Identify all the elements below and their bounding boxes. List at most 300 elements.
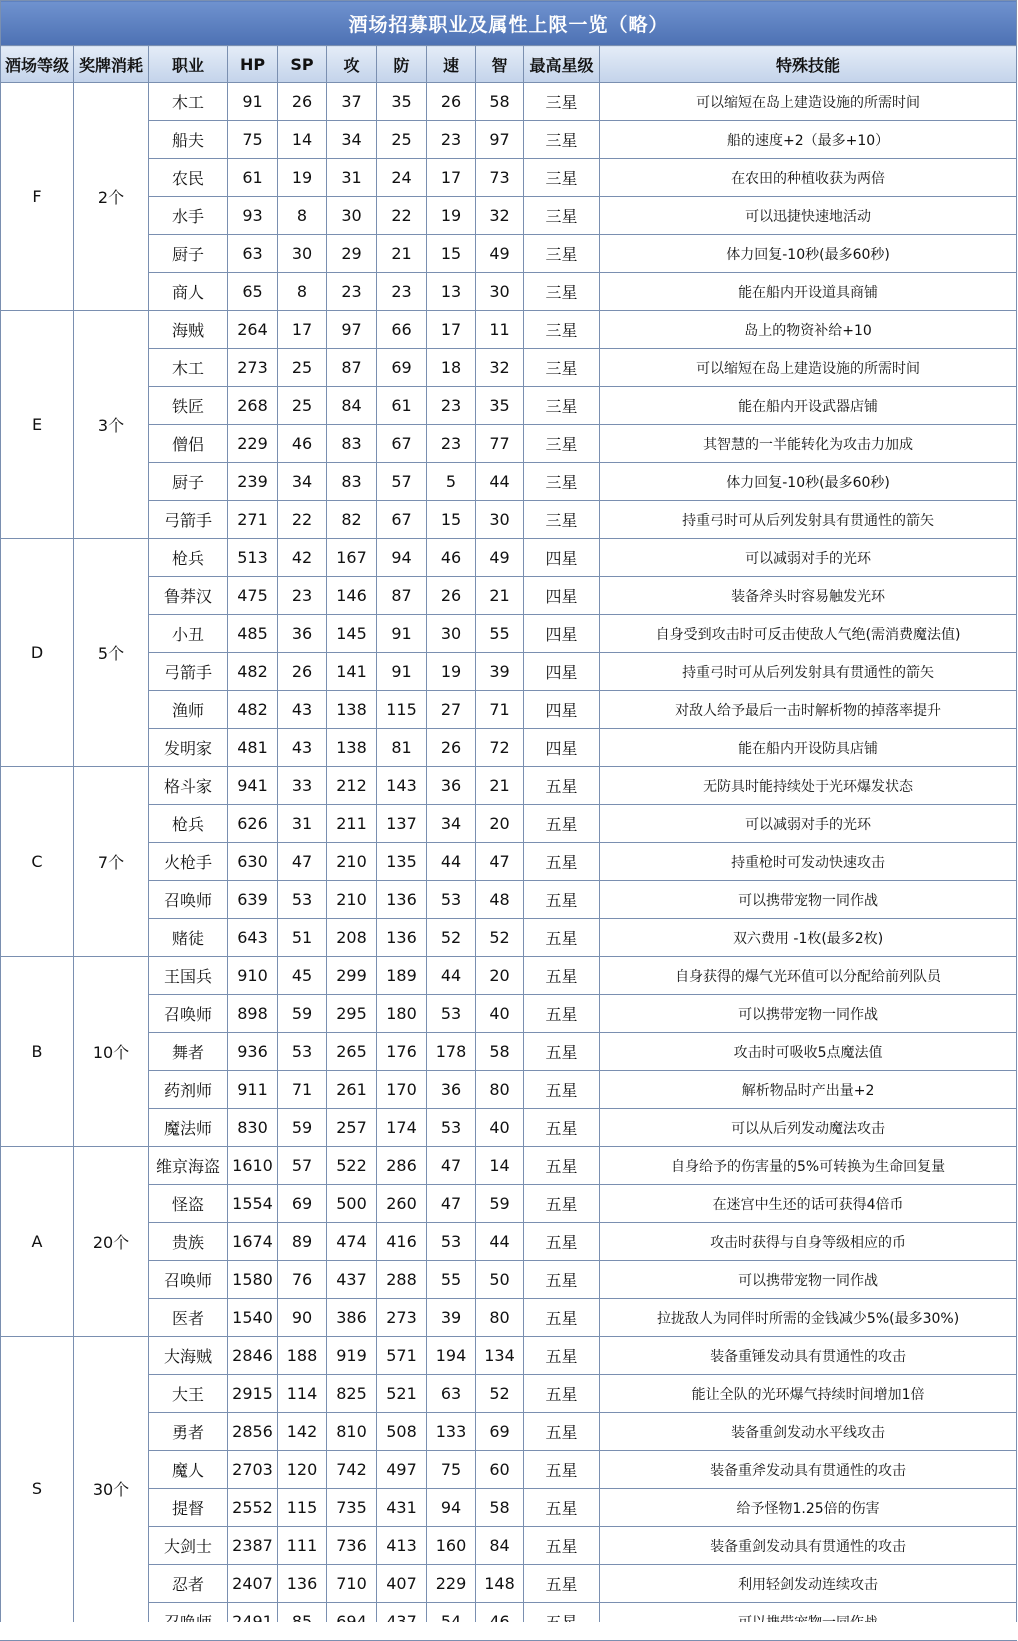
skill-cell: 可以携带宠物一同作战 [600, 881, 1017, 919]
table-row [1, 1451, 1017, 1489]
spd-cell: 27 [427, 691, 476, 729]
int-cell: 48 [476, 881, 524, 919]
sp-cell: 76 [278, 1261, 327, 1299]
table-row [1, 919, 1017, 957]
star-cell: 三星 [524, 159, 600, 197]
spd-cell: 13 [427, 273, 476, 311]
sp-cell: 22 [278, 501, 327, 539]
hp-cell: 61 [228, 159, 278, 197]
table-row [1, 1185, 1017, 1223]
int-cell: 39 [476, 653, 524, 691]
level-cell: A [1, 1147, 74, 1337]
table-row [1, 197, 1017, 235]
int-cell: 97 [476, 121, 524, 159]
job-cell: 魔人 [149, 1451, 228, 1489]
skill-cell: 可以减弱对手的光环 [600, 805, 1017, 843]
int-cell: 58 [476, 1033, 524, 1071]
skill-cell: 装备斧头时容易触发光环 [600, 577, 1017, 615]
def-cell: 273 [377, 1299, 427, 1337]
header-sp: SP [278, 46, 327, 83]
hp-cell: 271 [228, 501, 278, 539]
atk-cell: 37 [327, 83, 377, 121]
skill-cell: 能在船内开设防具店铺 [600, 729, 1017, 767]
int-cell: 44 [476, 463, 524, 501]
job-cell: 提督 [149, 1489, 228, 1527]
int-cell: 47 [476, 843, 524, 881]
job-cell: 火枪手 [149, 843, 228, 881]
skill-cell: 船的速度+2（最多+10） [600, 121, 1017, 159]
job-cell: 铁匠 [149, 387, 228, 425]
def-cell: 91 [377, 615, 427, 653]
skill-cell: 装备重剑发动具有贯通性的攻击 [600, 1527, 1017, 1565]
sp-cell: 142 [278, 1413, 327, 1451]
sp-cell: 111 [278, 1527, 327, 1565]
hp-cell: 2387 [228, 1527, 278, 1565]
table-row [1, 501, 1017, 539]
sp-cell: 26 [278, 653, 327, 691]
hp-cell: 513 [228, 539, 278, 577]
skill-cell: 能在船内开设道具商铺 [600, 273, 1017, 311]
job-cell: 商人 [149, 273, 228, 311]
sp-cell: 51 [278, 919, 327, 957]
int-cell: 134 [476, 1337, 524, 1375]
spd-cell: 47 [427, 1147, 476, 1185]
table-row [1, 349, 1017, 387]
job-cell: 发明家 [149, 729, 228, 767]
hp-cell: 911 [228, 1071, 278, 1109]
atk-cell: 522 [327, 1147, 377, 1185]
sp-cell: 46 [278, 425, 327, 463]
spd-cell: 63 [427, 1375, 476, 1413]
spd-cell: 26 [427, 729, 476, 767]
job-cell: 大剑士 [149, 1527, 228, 1565]
table-row [1, 1299, 1017, 1337]
table-row [1, 957, 1017, 995]
def-cell: 115 [377, 691, 427, 729]
int-cell: 49 [476, 539, 524, 577]
star-cell: 五星 [524, 995, 600, 1033]
sp-cell: 23 [278, 577, 327, 615]
star-cell: 五星 [524, 1261, 600, 1299]
star-cell: 五星 [524, 1413, 600, 1451]
table-row [1, 1033, 1017, 1071]
star-cell: 四星 [524, 615, 600, 653]
atk-cell: 97 [327, 311, 377, 349]
int-cell: 50 [476, 1261, 524, 1299]
atk-cell: 210 [327, 881, 377, 919]
int-cell: 32 [476, 197, 524, 235]
star-cell: 三星 [524, 311, 600, 349]
job-cell: 海贼 [149, 311, 228, 349]
int-cell: 14 [476, 1147, 524, 1185]
def-cell: 286 [377, 1147, 427, 1185]
table-row [1, 425, 1017, 463]
job-cell: 召唤师 [149, 995, 228, 1033]
def-cell: 431 [377, 1489, 427, 1527]
medal-cost-cell: 3个 [74, 311, 149, 539]
star-cell: 三星 [524, 197, 600, 235]
skill-cell: 自身给予的伤害量的5%可转换为生命回复量 [600, 1147, 1017, 1185]
atk-cell: 145 [327, 615, 377, 653]
hp-cell: 2915 [228, 1375, 278, 1413]
atk-cell: 138 [327, 691, 377, 729]
hp-cell: 2856 [228, 1413, 278, 1451]
skill-cell: 在迷宫中生还的话可获得4倍币 [600, 1185, 1017, 1223]
int-cell: 40 [476, 995, 524, 1033]
spd-cell: 18 [427, 349, 476, 387]
spd-cell: 19 [427, 653, 476, 691]
skill-cell: 可以携带宠物一同作战 [600, 1261, 1017, 1299]
def-cell: 24 [377, 159, 427, 197]
int-cell: 21 [476, 577, 524, 615]
medal-cost-cell: 10个 [74, 957, 149, 1147]
sp-cell: 45 [278, 957, 327, 995]
spd-cell: 30 [427, 615, 476, 653]
spd-cell: 53 [427, 1109, 476, 1147]
job-cell: 贵族 [149, 1223, 228, 1261]
hp-cell: 482 [228, 653, 278, 691]
def-cell: 180 [377, 995, 427, 1033]
sp-cell: 36 [278, 615, 327, 653]
hp-cell: 239 [228, 463, 278, 501]
spd-cell: 15 [427, 235, 476, 273]
hp-cell: 936 [228, 1033, 278, 1071]
header-hp: HP [228, 46, 278, 83]
header-cost: 奖牌消耗 [74, 46, 149, 83]
job-cell: 农民 [149, 159, 228, 197]
skill-cell: 岛上的物资补给+10 [600, 311, 1017, 349]
table-row [1, 1223, 1017, 1261]
skill-cell: 双六费用 -1枚(最多2枚) [600, 919, 1017, 957]
sp-cell: 26 [278, 83, 327, 121]
table-row [1, 577, 1017, 615]
table-row [1, 881, 1017, 919]
star-cell: 四星 [524, 729, 600, 767]
sp-cell: 71 [278, 1071, 327, 1109]
atk-cell: 710 [327, 1565, 377, 1603]
header-spd: 速 [427, 46, 476, 83]
atk-cell: 810 [327, 1413, 377, 1451]
sp-cell: 33 [278, 767, 327, 805]
hp-cell: 941 [228, 767, 278, 805]
medal-cost-cell: 20个 [74, 1147, 149, 1337]
job-cell: 枪兵 [149, 539, 228, 577]
star-cell: 五星 [524, 1109, 600, 1147]
star-cell: 五星 [524, 881, 600, 919]
job-cell: 厨子 [149, 235, 228, 273]
skill-cell: 可以缩短在岛上建造设施的所需时间 [600, 83, 1017, 121]
skill-cell: 在农田的种植收获为两倍 [600, 159, 1017, 197]
hp-cell: 65 [228, 273, 278, 311]
sp-cell: 19 [278, 159, 327, 197]
atk-cell: 167 [327, 539, 377, 577]
atk-cell: 208 [327, 919, 377, 957]
hp-cell: 482 [228, 691, 278, 729]
skill-cell: 装备重斧发动具有贯通性的攻击 [600, 1451, 1017, 1489]
hp-cell: 639 [228, 881, 278, 919]
sp-cell: 57 [278, 1147, 327, 1185]
table-row [1, 995, 1017, 1033]
hp-cell: 2407 [228, 1565, 278, 1603]
page-bottom-margin [0, 1622, 1018, 1640]
atk-cell: 23 [327, 273, 377, 311]
job-cell: 鲁莽汉 [149, 577, 228, 615]
level-cell: D [1, 539, 74, 767]
star-cell: 五星 [524, 843, 600, 881]
def-cell: 91 [377, 653, 427, 691]
hp-cell: 1610 [228, 1147, 278, 1185]
star-cell: 五星 [524, 1185, 600, 1223]
medal-cost-cell: 7个 [74, 767, 149, 957]
spd-cell: 17 [427, 311, 476, 349]
skill-cell: 装备重锤发动具有贯通性的攻击 [600, 1337, 1017, 1375]
table-row [1, 159, 1017, 197]
atk-cell: 437 [327, 1261, 377, 1299]
hp-cell: 63 [228, 235, 278, 273]
table-row [1, 691, 1017, 729]
def-cell: 137 [377, 805, 427, 843]
skill-cell: 可以携带宠物一同作战 [600, 995, 1017, 1033]
table-row [1, 1109, 1017, 1147]
hp-cell: 268 [228, 387, 278, 425]
medal-cost-cell: 30个 [74, 1337, 149, 1641]
job-cell: 王国兵 [149, 957, 228, 995]
star-cell: 三星 [524, 501, 600, 539]
spd-cell: 17 [427, 159, 476, 197]
skill-cell: 能在船内开设武器店铺 [600, 387, 1017, 425]
sp-cell: 43 [278, 691, 327, 729]
table-row [1, 1375, 1017, 1413]
star-cell: 三星 [524, 425, 600, 463]
atk-cell: 212 [327, 767, 377, 805]
def-cell: 69 [377, 349, 427, 387]
spd-cell: 26 [427, 577, 476, 615]
job-cell: 魔法师 [149, 1109, 228, 1147]
hp-cell: 2846 [228, 1337, 278, 1375]
def-cell: 57 [377, 463, 427, 501]
atk-cell: 87 [327, 349, 377, 387]
skill-cell: 可以缩短在岛上建造设施的所需时间 [600, 349, 1017, 387]
star-cell: 五星 [524, 1299, 600, 1337]
hp-cell: 1554 [228, 1185, 278, 1223]
spd-cell: 52 [427, 919, 476, 957]
skill-cell: 体力回复-10秒(最多60秒) [600, 235, 1017, 273]
star-cell: 三星 [524, 83, 600, 121]
job-cell: 召唤师 [149, 881, 228, 919]
star-cell: 四星 [524, 577, 600, 615]
atk-cell: 736 [327, 1527, 377, 1565]
int-cell: 77 [476, 425, 524, 463]
atk-cell: 29 [327, 235, 377, 273]
hp-cell: 485 [228, 615, 278, 653]
star-cell: 五星 [524, 1527, 600, 1565]
star-cell: 三星 [524, 463, 600, 501]
atk-cell: 825 [327, 1375, 377, 1413]
spd-cell: 47 [427, 1185, 476, 1223]
spd-cell: 39 [427, 1299, 476, 1337]
int-cell: 148 [476, 1565, 524, 1603]
job-cell: 大王 [149, 1375, 228, 1413]
table-row [1, 1147, 1017, 1185]
atk-cell: 735 [327, 1489, 377, 1527]
spd-cell: 55 [427, 1261, 476, 1299]
spd-cell: 36 [427, 767, 476, 805]
atk-cell: 299 [327, 957, 377, 995]
atk-cell: 742 [327, 1451, 377, 1489]
hp-cell: 910 [228, 957, 278, 995]
hp-cell: 898 [228, 995, 278, 1033]
job-cell: 勇者 [149, 1413, 228, 1451]
def-cell: 25 [377, 121, 427, 159]
table-row [1, 273, 1017, 311]
table-row [1, 235, 1017, 273]
atk-cell: 261 [327, 1071, 377, 1109]
sp-cell: 89 [278, 1223, 327, 1261]
hp-cell: 93 [228, 197, 278, 235]
def-cell: 508 [377, 1413, 427, 1451]
sp-cell: 8 [278, 273, 327, 311]
sp-cell: 59 [278, 1109, 327, 1147]
level-cell: S [1, 1337, 74, 1641]
star-cell: 四星 [524, 539, 600, 577]
star-cell: 五星 [524, 1147, 600, 1185]
table-row [1, 1071, 1017, 1109]
spd-cell: 36 [427, 1071, 476, 1109]
int-cell: 72 [476, 729, 524, 767]
hp-cell: 75 [228, 121, 278, 159]
int-cell: 30 [476, 501, 524, 539]
header-star: 最高星级 [524, 46, 600, 83]
spd-cell: 44 [427, 843, 476, 881]
def-cell: 521 [377, 1375, 427, 1413]
header-atk: 攻 [327, 46, 377, 83]
spd-cell: 53 [427, 995, 476, 1033]
job-cell: 赌徒 [149, 919, 228, 957]
hp-cell: 626 [228, 805, 278, 843]
def-cell: 174 [377, 1109, 427, 1147]
int-cell: 59 [476, 1185, 524, 1223]
skill-cell: 攻击时获得与自身等级相应的币 [600, 1223, 1017, 1261]
int-cell: 52 [476, 919, 524, 957]
star-cell: 五星 [524, 767, 600, 805]
spd-cell: 53 [427, 881, 476, 919]
star-cell: 五星 [524, 805, 600, 843]
star-cell: 五星 [524, 957, 600, 995]
sp-cell: 30 [278, 235, 327, 273]
int-cell: 58 [476, 1489, 524, 1527]
atk-cell: 138 [327, 729, 377, 767]
hp-cell: 481 [228, 729, 278, 767]
star-cell: 五星 [524, 1337, 600, 1375]
int-cell: 44 [476, 1223, 524, 1261]
sp-cell: 14 [278, 121, 327, 159]
skill-cell: 持重枪时可发动快速攻击 [600, 843, 1017, 881]
header-level: 酒场等级 [1, 46, 74, 83]
int-cell: 35 [476, 387, 524, 425]
star-cell: 五星 [524, 1375, 600, 1413]
star-cell: 五星 [524, 1223, 600, 1261]
def-cell: 22 [377, 197, 427, 235]
hp-cell: 1580 [228, 1261, 278, 1299]
sp-cell: 69 [278, 1185, 327, 1223]
spd-cell: 53 [427, 1223, 476, 1261]
spd-cell: 160 [427, 1527, 476, 1565]
job-cell: 厨子 [149, 463, 228, 501]
job-cell: 弓箭手 [149, 501, 228, 539]
star-cell: 五星 [524, 919, 600, 957]
int-cell: 30 [476, 273, 524, 311]
def-cell: 81 [377, 729, 427, 767]
table-row [1, 387, 1017, 425]
def-cell: 416 [377, 1223, 427, 1261]
atk-cell: 265 [327, 1033, 377, 1071]
job-cell: 大海贼 [149, 1337, 228, 1375]
sp-cell: 43 [278, 729, 327, 767]
job-cell: 枪兵 [149, 805, 228, 843]
sp-cell: 136 [278, 1565, 327, 1603]
atk-cell: 84 [327, 387, 377, 425]
sp-cell: 25 [278, 349, 327, 387]
sp-cell: 114 [278, 1375, 327, 1413]
job-cell: 木工 [149, 83, 228, 121]
atk-cell: 919 [327, 1337, 377, 1375]
atk-cell: 82 [327, 501, 377, 539]
table-body [1, 83, 1017, 1641]
def-cell: 143 [377, 767, 427, 805]
sp-cell: 8 [278, 197, 327, 235]
int-cell: 58 [476, 83, 524, 121]
star-cell: 五星 [524, 1071, 600, 1109]
int-cell: 52 [476, 1375, 524, 1413]
atk-cell: 211 [327, 805, 377, 843]
header-job: 职业 [149, 46, 228, 83]
hp-cell: 91 [228, 83, 278, 121]
int-cell: 40 [476, 1109, 524, 1147]
star-cell: 三星 [524, 121, 600, 159]
skill-cell: 自身获得的爆气光环值可以分配给前列队员 [600, 957, 1017, 995]
def-cell: 497 [377, 1451, 427, 1489]
def-cell: 407 [377, 1565, 427, 1603]
def-cell: 189 [377, 957, 427, 995]
skill-cell: 持重弓时可从后列发射具有贯通性的箭矢 [600, 501, 1017, 539]
hp-cell: 630 [228, 843, 278, 881]
atk-cell: 257 [327, 1109, 377, 1147]
job-cell: 格斗家 [149, 767, 228, 805]
skill-cell: 无防具时能持续处于光环爆发状态 [600, 767, 1017, 805]
table-row [1, 843, 1017, 881]
job-cell: 怪盗 [149, 1185, 228, 1223]
job-cell: 船夫 [149, 121, 228, 159]
sp-cell: 47 [278, 843, 327, 881]
sp-cell: 31 [278, 805, 327, 843]
table-row [1, 121, 1017, 159]
table-row [1, 1413, 1017, 1451]
def-cell: 67 [377, 501, 427, 539]
skill-cell: 能让全队的光环爆气持续时间增加1倍 [600, 1375, 1017, 1413]
header-row [1, 46, 1017, 83]
def-cell: 288 [377, 1261, 427, 1299]
job-cell: 药剂师 [149, 1071, 228, 1109]
int-cell: 71 [476, 691, 524, 729]
job-cell: 忍者 [149, 1565, 228, 1603]
table-row [1, 805, 1017, 843]
skill-cell: 解析物品时产出量+2 [600, 1071, 1017, 1109]
def-cell: 136 [377, 919, 427, 957]
star-cell: 三星 [524, 387, 600, 425]
table-row [1, 653, 1017, 691]
star-cell: 五星 [524, 1033, 600, 1071]
skill-cell: 可以减弱对手的光环 [600, 539, 1017, 577]
